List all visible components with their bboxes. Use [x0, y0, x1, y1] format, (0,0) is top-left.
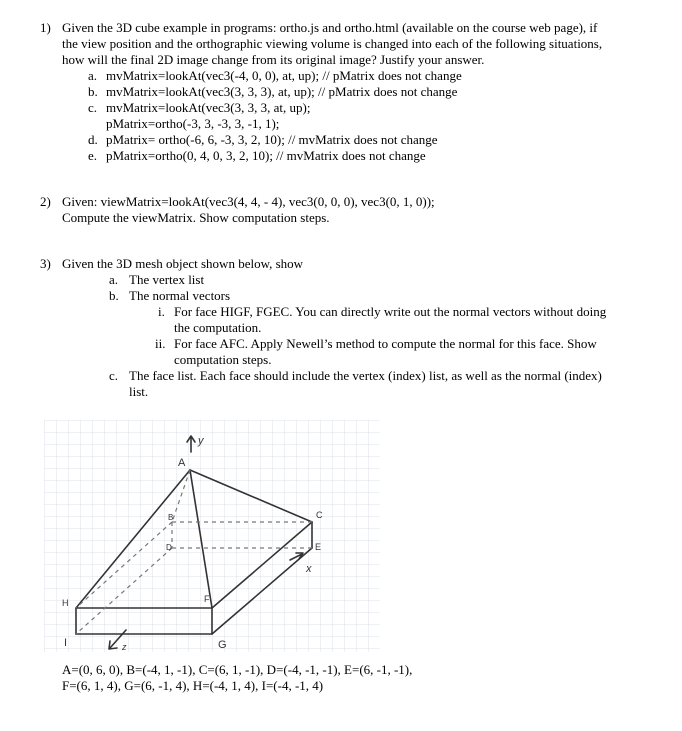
- q1-item-a: mvMatrix=lookAt(vec3(-4, 0, 0), at, up); // pMatrix does not change: [106, 68, 462, 83]
- q1-item-b: mvMatrix=lookAt(vec3(3, 3, 3), at, up); // pMatrix does not change: [106, 84, 458, 99]
- q1-item-b-label: b.: [88, 84, 98, 99]
- label-x: x: [306, 563, 312, 575]
- label-y: y: [198, 435, 204, 447]
- q3-b-text: The normal vectors: [129, 288, 231, 303]
- q1-item-c: mvMatrix=lookAt(vec3(3, 3, 3, at, up);: [106, 100, 311, 115]
- q3-line-1: Given the 3D mesh object shown below, show: [62, 256, 304, 271]
- q1-line-1: Given the 3D cube example in programs: ortho.js and ortho.html (available on the course web page), if: [62, 20, 598, 35]
- q3-bii-line-2: computation steps.: [174, 352, 272, 367]
- label-G: G: [218, 639, 227, 651]
- q1-item-d-label: d.: [88, 132, 98, 147]
- label-H: H: [62, 598, 69, 608]
- q1-line-3: how will the final 2D image change from its original image? Justify your answer.: [62, 52, 485, 67]
- q3-c-line-1: The face list. Each face should include the vertex (index) list, as well as the normal (index): [129, 368, 602, 383]
- q3-a-label: a.: [109, 272, 119, 287]
- label-C: C: [316, 510, 323, 520]
- label-E: E: [315, 542, 322, 552]
- q1-line-2: the view position and the orthographic viewing volume is changed into each of the following situations,: [62, 36, 603, 51]
- q3-bii-label: ii.: [155, 336, 166, 351]
- q1-item-c-label: c.: [88, 100, 98, 115]
- label-F: F: [204, 594, 210, 604]
- label-B: B: [168, 513, 174, 522]
- q1-number: 1): [40, 20, 51, 35]
- q3-c-label: c.: [109, 368, 119, 383]
- q3-bi-line-2: the computation.: [174, 320, 262, 335]
- q1-item-e-label: e.: [88, 148, 98, 163]
- q1-item-e: pMatrix=ortho(0, 4, 0, 3, 2, 10); // mvMatrix does not change: [106, 148, 426, 163]
- q3-bi-label: i.: [158, 304, 165, 319]
- q1-item-c-line2: pMatrix=ortho(-3, 3, -3, 3, -1, 1);: [106, 116, 280, 131]
- q3-a-text: The vertex list: [129, 272, 205, 287]
- label-D: D: [166, 543, 172, 552]
- q2-line-2: Compute the viewMatrix. Show computation steps.: [62, 210, 330, 225]
- coords-line-1: A=(0, 6, 0), B=(-4, 1, -1), C=(6, 1, -1), D=(-4, -1, -1), E=(6, -1, -1),: [62, 662, 413, 677]
- q3-number: 3): [40, 256, 51, 271]
- q3-bi-line-1: For face HIGF, FGEC. You can directly write out the normal vectors without doing: [174, 304, 607, 319]
- label-z: z: [122, 642, 127, 652]
- q1-item-a-label: a.: [88, 68, 98, 83]
- label-A: A: [178, 457, 186, 469]
- q3-c-line-2: list.: [129, 384, 149, 399]
- q3-b-label: b.: [109, 288, 119, 303]
- coords-line-2: F=(6, 1, 4), G=(6, -1, 4), H=(-4, 1, 4), I=(-4, -1, 4): [62, 678, 324, 693]
- q1-item-d: pMatrix= ortho(-6, 6, -3, 3, 2, 10); // mvMatrix does not change: [106, 132, 438, 147]
- q3-bii-line-1: For face AFC. Apply Newell’s method to compute the normal for this face. Show: [174, 336, 597, 351]
- q2-line-1: Given: viewMatrix=lookAt(vec3(4, 4, - 4), vec3(0, 0, 0), vec3(0, 1, 0));: [62, 194, 435, 209]
- q2-number: 2): [40, 194, 51, 209]
- label-I: I: [64, 637, 68, 649]
